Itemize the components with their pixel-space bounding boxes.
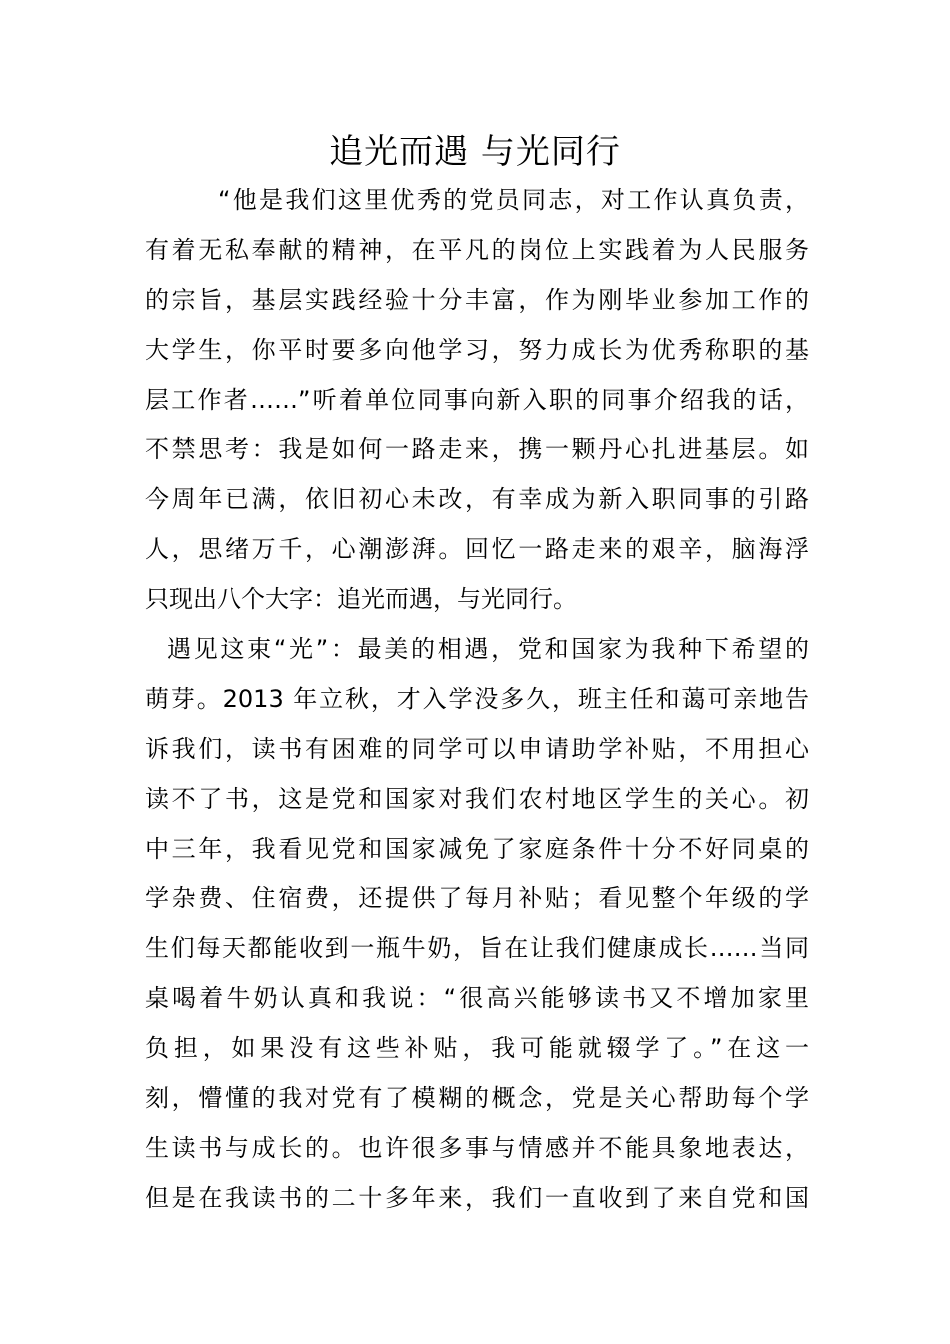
text-line: 中三年，我看见党和国家减免了家庭条件十分不好同桌的 <box>145 834 809 863</box>
text-line: 有着无私奉献的精神，在平凡的岗位上实践着为人民服务 <box>145 235 809 264</box>
text-line: 诉我们，读书有困难的同学可以申请助学补贴，不用担心 <box>145 734 809 763</box>
text-line: 萌芽。2013 年立秋，才入学没多久，班主任和蔼可亲地告 <box>145 684 809 713</box>
text-line: 人，思绪万千，心潮澎湃。回忆一路走来的艰辛，脑海浮 <box>145 535 809 564</box>
text-line: 大学生，你平时要多向他学习，努力成长为优秀称职的基 <box>145 335 809 364</box>
text-line: 今周年已满，依旧初心未改，有幸成为新入职同事的引路 <box>145 485 809 514</box>
text-line: 遇见这束“光”：最美的相遇，党和国家为我种下希望的 <box>167 635 809 664</box>
text-line: 只现出八个大字：追光而遇，与光同行。 <box>145 585 577 614</box>
text-line: 桌喝着牛奶认真和我说：“很高兴能够读书又不增加家里 <box>145 984 809 1013</box>
paragraph-2 <box>145 625 809 1224</box>
text-line: 生读书与成长的。也许很多事与情感并不能具象地表达， <box>145 1133 809 1162</box>
document-body <box>145 176 809 1224</box>
text-line: 负担，如果没有这些补贴，我可能就辍学了。”在这一 <box>145 1034 809 1063</box>
document-title: 追光而遇 与光同行 <box>329 132 621 172</box>
text-line: 读不了书，这是党和国家对我们农村地区学生的关心。初 <box>145 784 809 813</box>
text-line: 层工作者……”听着单位同事向新入职的同事介绍我的话， <box>145 385 809 414</box>
text-line: 的宗旨，基层实践经验十分丰富，作为刚毕业参加工作的 <box>145 285 809 314</box>
text-line: 但是在我读书的二十多年来，我们一直收到了来自党和国 <box>145 1183 809 1212</box>
text-line: 不禁思考：我是如何一路走来，携一颗丹心扎进基层。如 <box>145 435 809 464</box>
text-line: 学杂费、住宿费，还提供了每月补贴；看见整个年级的学 <box>145 884 809 913</box>
text-line: 刻，懵懂的我对党有了模糊的概念，党是关心帮助每个学 <box>145 1084 809 1113</box>
paragraph-1 <box>145 176 809 625</box>
text-line: “他是我们这里优秀的党员同志，对工作认真负责， <box>218 186 809 214</box>
text-line: 生们每天都能收到一瓶牛奶，旨在让我们健康成长……当同 <box>145 934 809 963</box>
